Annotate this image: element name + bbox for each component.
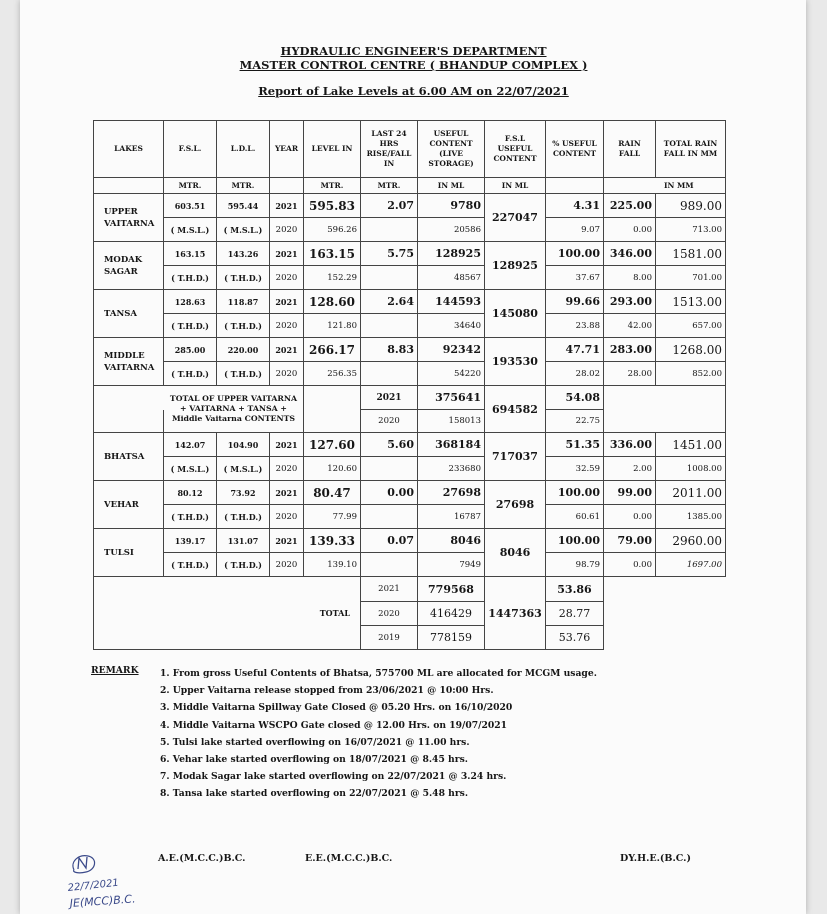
level-previous: 121.80 [304, 314, 361, 338]
report-title: Report of Lake Levels at 6.00 AM on 22/07/2021 [258, 84, 569, 98]
rain-previous: 2.00 [604, 457, 656, 481]
total-rain-current: 2011.00 [656, 481, 726, 505]
level-previous: 120.60 [304, 457, 361, 481]
fsl-useful-content: 717037 [485, 433, 546, 481]
lake-row-current [94, 338, 726, 362]
level-current: 163.15 [304, 242, 361, 266]
rise-fall: 8.83 [361, 338, 418, 362]
pct-current: 51.35 [546, 433, 604, 457]
lake-ldl: 73.92 [217, 481, 270, 505]
col-fsl-useful: F.S.L USEFUL CONTENT [485, 121, 546, 178]
pct-previous: 98.79 [546, 553, 604, 577]
total-rain-previous: 657.00 [656, 314, 726, 338]
pct-previous: 32.59 [546, 457, 604, 481]
rise-fall: 0.07 [361, 529, 418, 553]
total-rain-current: 1268.00 [656, 338, 726, 362]
level-current: 595.83 [304, 194, 361, 218]
lake-row-previous [94, 457, 726, 481]
fsl-reference: ( T.H.D.) [164, 266, 217, 290]
ldl-reference: ( T.H.D.) [217, 266, 270, 290]
lake-fsl: 128.63 [164, 290, 217, 314]
level-current: 80.47 [304, 481, 361, 505]
lake-name: VEHAR [94, 481, 164, 529]
signature-dyhe: DY.H.E.(B.C.) [620, 853, 691, 864]
pct-previous: 37.67 [546, 266, 604, 290]
year-previous: 2020 [270, 457, 304, 481]
remark-label: REMARK [91, 665, 139, 676]
rain-current: 336.00 [604, 433, 656, 457]
rain-previous: 0.00 [604, 218, 656, 242]
total-rain-previous: 1385.00 [656, 505, 726, 529]
rain-previous: 0.00 [604, 553, 656, 577]
total-rain-current: 1581.00 [656, 242, 726, 266]
lake-name: MIDDLE VAITARNA [94, 338, 164, 386]
lake-row-current [94, 242, 726, 266]
signature-ee: E.E.(M.C.C.)B.C. [305, 853, 393, 864]
level-previous: 139.10 [304, 553, 361, 577]
ldl-reference: ( T.H.D.) [217, 362, 270, 386]
year-current: 2021 [270, 481, 304, 505]
total-rain-previous: 701.00 [656, 266, 726, 290]
fsl-reference: ( M.S.L.) [164, 218, 217, 242]
signature-ae: A.E.(M.C.C.)B.C. [158, 853, 246, 864]
lake-fsl: 163.15 [164, 242, 217, 266]
useful-previous: 7949 [418, 553, 485, 577]
total-rain-current: 989.00 [656, 194, 726, 218]
ldl-reference: ( T.H.D.) [217, 314, 270, 338]
rain-previous: 8.00 [604, 266, 656, 290]
fsl-reference: ( T.H.D.) [164, 553, 217, 577]
ldl-reference: ( M.S.L.) [217, 457, 270, 481]
subtotal-row-2021: TOTAL OF UPPER VAITARNA + VAITARNA + TANSA + Middle Vaitarna CONTENTS 2021 375641 694582 54.08 [94, 386, 726, 410]
rain-previous: 28.00 [604, 362, 656, 386]
rise-fall: 5.75 [361, 242, 418, 266]
level-previous: 77.99 [304, 505, 361, 529]
lake-row-previous [94, 553, 726, 577]
level-current: 139.33 [304, 529, 361, 553]
useful-current: 128925 [418, 242, 485, 266]
fsl-useful-content: 8046 [485, 529, 546, 577]
remark-item: 5. Tulsi lake started overflowing on 16/07/2021 @ 11.00 hrs. [160, 736, 470, 748]
lake-name: UPPER VAITARNA [94, 194, 164, 242]
pct-previous: 23.88 [546, 314, 604, 338]
lake-row-current [94, 529, 726, 553]
total-rain-current: 1451.00 [656, 433, 726, 457]
fsl-useful-content: 27698 [485, 481, 546, 529]
lake-fsl: 80.12 [164, 481, 217, 505]
level-previous: 152.29 [304, 266, 361, 290]
lake-name: TULSI [94, 529, 164, 577]
remark-item: 1. From gross Useful Contents of Bhatsa, 575700 ML are allocated for MCGM usage. [160, 668, 597, 679]
fsl-useful-content: 193530 [485, 338, 546, 386]
total-row-2020: 2020 416429 28.77 [94, 602, 726, 626]
column-header-row [94, 121, 726, 178]
useful-current: 368184 [418, 433, 485, 457]
total-rain-previous: 713.00 [656, 218, 726, 242]
useful-current: 92342 [418, 338, 485, 362]
fsl-useful-content: 128925 [485, 242, 546, 290]
lake-fsl: 285.00 [164, 338, 217, 362]
useful-current: 9780 [418, 194, 485, 218]
year-current: 2021 [270, 433, 304, 457]
col-year: YEAR [270, 121, 304, 178]
year-current: 2021 [270, 242, 304, 266]
lake-ldl: 104.90 [217, 433, 270, 457]
useful-previous: 20586 [418, 218, 485, 242]
total-row-2019: 2019 778159 53.76 [94, 626, 726, 650]
fsl-reference: ( M.S.L.) [164, 457, 217, 481]
fsl-reference: ( T.H.D.) [164, 314, 217, 338]
col-last24: LAST 24 HRS RISE/FALL IN [361, 121, 418, 178]
lake-row-current [94, 194, 726, 218]
lake-row-previous [94, 218, 726, 242]
remark-item: 8. Tansa lake started overflowing on 22/07/2021 @ 5.48 hrs. [160, 788, 469, 800]
rain-current: 225.00 [604, 194, 656, 218]
col-total-rain: TOTAL RAIN FALL IN MM [656, 121, 726, 178]
total-rain-previous: 1008.00 [656, 457, 726, 481]
fsl-reference: ( T.H.D.) [164, 505, 217, 529]
pct-previous: 60.61 [546, 505, 604, 529]
rain-previous: 0.00 [604, 505, 656, 529]
lake-ldl: 220.00 [217, 338, 270, 362]
lake-fsl: 139.17 [164, 529, 217, 553]
pct-current: 4.31 [546, 194, 604, 218]
subtotal-row-2020: 2020 158013 22.75 [94, 410, 726, 433]
lake-ldl: 131.07 [217, 529, 270, 553]
level-previous: 596.26 [304, 218, 361, 242]
useful-previous: 233680 [418, 457, 485, 481]
lake-row-current [94, 481, 726, 505]
total-label: TOTAL [94, 577, 361, 650]
pct-previous: 9.07 [546, 218, 604, 242]
total-rain-current: 2960.00 [656, 529, 726, 553]
rain-current: 99.00 [604, 481, 656, 505]
lake-ldl: 143.26 [217, 242, 270, 266]
fsl-useful-content: 227047 [485, 194, 546, 242]
pct-current: 99.66 [546, 290, 604, 314]
ldl-reference: ( M.S.L.) [217, 218, 270, 242]
remark-list [160, 665, 720, 803]
lake-row-previous [94, 362, 726, 386]
level-current: 128.60 [304, 290, 361, 314]
subtotal-label: TOTAL OF UPPER VAITARNA + VAITARNA + TANSA + Middle Vaitarna CONTENTS [164, 386, 304, 433]
rise-fall: 0.00 [361, 481, 418, 505]
fsl-useful-content: 145080 [485, 290, 546, 338]
year-current: 2021 [270, 194, 304, 218]
handwritten-initials [66, 852, 186, 912]
remark-item: 2. Upper Vaitarna release stopped from 23/06/2021 @ 10:00 Hrs. [160, 685, 494, 697]
year-previous: 2020 [270, 362, 304, 386]
level-current: 127.60 [304, 433, 361, 457]
col-pct: % USEFUL CONTENT [546, 121, 604, 178]
lake-row-previous [94, 266, 726, 290]
lakes-group-a [94, 194, 726, 386]
year-current: 2021 [270, 338, 304, 362]
lake-name: MODAK SAGAR [94, 242, 164, 290]
lake-name: TANSA [94, 290, 164, 338]
rain-current: 79.00 [604, 529, 656, 553]
lake-ldl: 118.87 [217, 290, 270, 314]
lake-fsl: 603.51 [164, 194, 217, 218]
remark-item: 4. Middle Vaitarna WSCPO Gate closed @ 12.00 Hrs. on 19/07/2021 [160, 719, 508, 731]
centre-title: MASTER CONTROL CENTRE ( BHANDUP COMPLEX ) [239, 58, 588, 72]
lake-row-previous [94, 314, 726, 338]
col-fsl: F.S.L. [164, 121, 217, 178]
level-current: 266.17 [304, 338, 361, 362]
pct-current: 100.00 [546, 529, 604, 553]
pct-current: 47.71 [546, 338, 604, 362]
useful-previous: 54220 [418, 362, 485, 386]
lake-row-current [94, 433, 726, 457]
pct-current: 100.00 [546, 242, 604, 266]
col-ldl: L.D.L. [217, 121, 270, 178]
ldl-reference: ( T.H.D.) [217, 553, 270, 577]
lake-levels-table [93, 120, 726, 650]
year-previous: 2020 [270, 218, 304, 242]
total-row-2021: TOTAL 2021 779568 1447363 53.86 [94, 577, 726, 602]
year-current: 2021 [270, 529, 304, 553]
col-rain: RAIN FALL [604, 121, 656, 178]
col-useful: USEFUL CONTENT (LIVE STORAGE) [418, 121, 485, 178]
fsl-reference: ( T.H.D.) [164, 362, 217, 386]
rain-current: 283.00 [604, 338, 656, 362]
remark-item: 7. Modak Sagar lake started overflowing on 22/07/2021 @ 3.24 hrs. [160, 771, 507, 783]
col-lakes: LAKES [94, 121, 164, 178]
year-previous: 2020 [270, 505, 304, 529]
lakes-group-b [94, 433, 726, 577]
rise-fall: 2.64 [361, 290, 418, 314]
col-level: LEVEL IN [304, 121, 361, 178]
remark-item: 6. Vehar lake started overflowing on 18/07/2021 @ 8.45 hrs. [160, 754, 468, 766]
lake-name: BHATSA [94, 433, 164, 481]
total-rain-previous: 1697.00 [656, 553, 726, 577]
total-rain-current: 1513.00 [656, 290, 726, 314]
total-rain-previous: 852.00 [656, 362, 726, 386]
rain-previous: 42.00 [604, 314, 656, 338]
department-title: HYDRAULIC ENGINEER'S DEPARTMENT [280, 44, 547, 58]
units-row: MTR. MTR. MTR. MTR. IN ML IN ML IN MM [94, 178, 726, 194]
useful-current: 144593 [418, 290, 485, 314]
level-previous: 256.35 [304, 362, 361, 386]
remark-item: 3. Middle Vaitarna Spillway Gate Closed @ 05.20 Hrs. on 16/10/2020 [160, 702, 513, 714]
lake-row-previous [94, 505, 726, 529]
useful-current: 8046 [418, 529, 485, 553]
handwritten-office: JE(MCC)B.C. [69, 892, 136, 910]
useful-current: 27698 [418, 481, 485, 505]
year-current: 2021 [270, 290, 304, 314]
useful-previous: 34640 [418, 314, 485, 338]
rain-current: 293.00 [604, 290, 656, 314]
lake-row-current [94, 290, 726, 314]
year-previous: 2020 [270, 553, 304, 577]
useful-previous: 16787 [418, 505, 485, 529]
rise-fall: 5.60 [361, 433, 418, 457]
rain-current: 346.00 [604, 242, 656, 266]
pct-previous: 28.02 [546, 362, 604, 386]
lake-ldl: 595.44 [217, 194, 270, 218]
pct-current: 100.00 [546, 481, 604, 505]
handwritten-date: 22/7/2021 [67, 877, 120, 894]
year-previous: 2020 [270, 314, 304, 338]
year-previous: 2020 [270, 266, 304, 290]
useful-previous: 48567 [418, 266, 485, 290]
ldl-reference: ( T.H.D.) [217, 505, 270, 529]
rise-fall: 2.07 [361, 194, 418, 218]
lake-fsl: 142.07 [164, 433, 217, 457]
